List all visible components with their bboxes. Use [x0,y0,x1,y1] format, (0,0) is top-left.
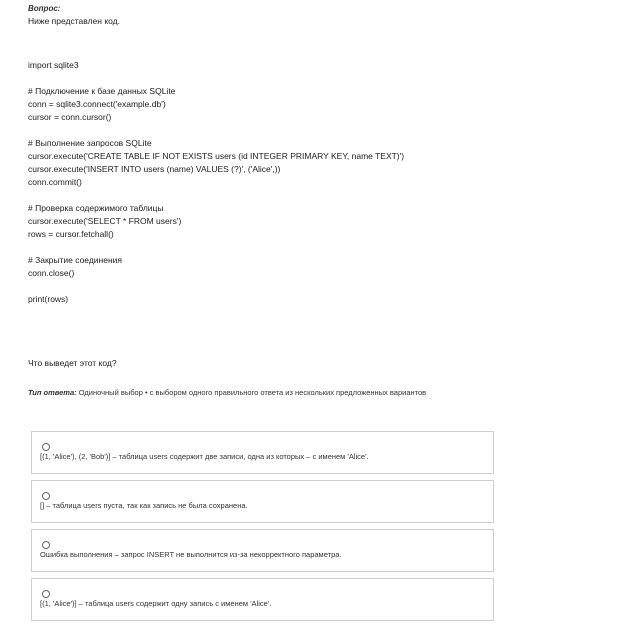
code-line: cursor.execute('SELECT * FROM users') [28,216,182,226]
code-line [28,124,618,137]
code-line: # Выполнение запросов SQLite [28,138,152,148]
answer-options [31,431,494,627]
code-line [28,72,618,85]
code-line: conn.commit() [28,177,82,187]
code-line: print(rows) [28,294,69,304]
code-line: import sqlite3 [28,60,79,70]
code-line: conn = sqlite3.connect('example.db') [28,99,166,109]
answer-option-text: [] – таблица users пуста, так как запись не была сохранена. [40,501,248,510]
answer-option-2[interactable] [31,480,494,523]
radio-button-icon[interactable] [42,541,50,549]
code-line: cursor.execute('CREATE TABLE IF NOT EXISTS users (id INTEGER PRIMARY KEY, name TEXT)') [28,151,405,161]
code-line: cursor.execute('INSERT INTO users (name) VALUES (?)', ('Alice',)) [28,164,281,174]
answer-option-text: [(1, 'Alice')] – таблица users содержит одну запись с именем 'Alice'. [40,599,272,608]
code-block [28,59,618,306]
code-line: # Подключение к базе данных SQLite [28,86,176,96]
question-intro: Ниже представлен код. [28,16,121,26]
code-line: # Закрытие соединения [28,255,123,265]
answer-option-1[interactable] [31,431,494,474]
radio-button-icon[interactable] [42,443,50,451]
answer-option-text: [(1, 'Alice'), (2, 'Bob')] – таблица users содержит две записи, одна из которых – с именем 'Alice'. [40,452,369,461]
radio-button-icon[interactable] [42,492,50,500]
answer-option-text: Ошибка выполнения – запрос INSERT не выполнится из-за некорректного параметра. [40,550,342,559]
answer-type-value: Одиночный выбор • с выбором одного правильного ответа из нескольких предложенных вариантов [78,388,427,397]
code-line: # Проверка содержимого таблицы [28,203,164,213]
code-line: cursor = conn.cursor() [28,112,112,122]
code-line [28,241,618,254]
question-page [28,4,618,608]
question-label: Вопрос: [28,4,61,13]
code-line [28,280,618,293]
answer-type [28,387,426,399]
code-line: rows = cursor.fetchall() [28,229,114,239]
code-line: conn.close() [28,268,75,278]
question-text: Что выведет этот код? [28,358,117,368]
answer-option-3[interactable] [31,529,494,572]
radio-button-icon[interactable] [42,590,50,598]
code-line [28,189,618,202]
answer-type-label: Тип ответа: [28,388,77,397]
answer-option-4[interactable] [31,578,494,621]
